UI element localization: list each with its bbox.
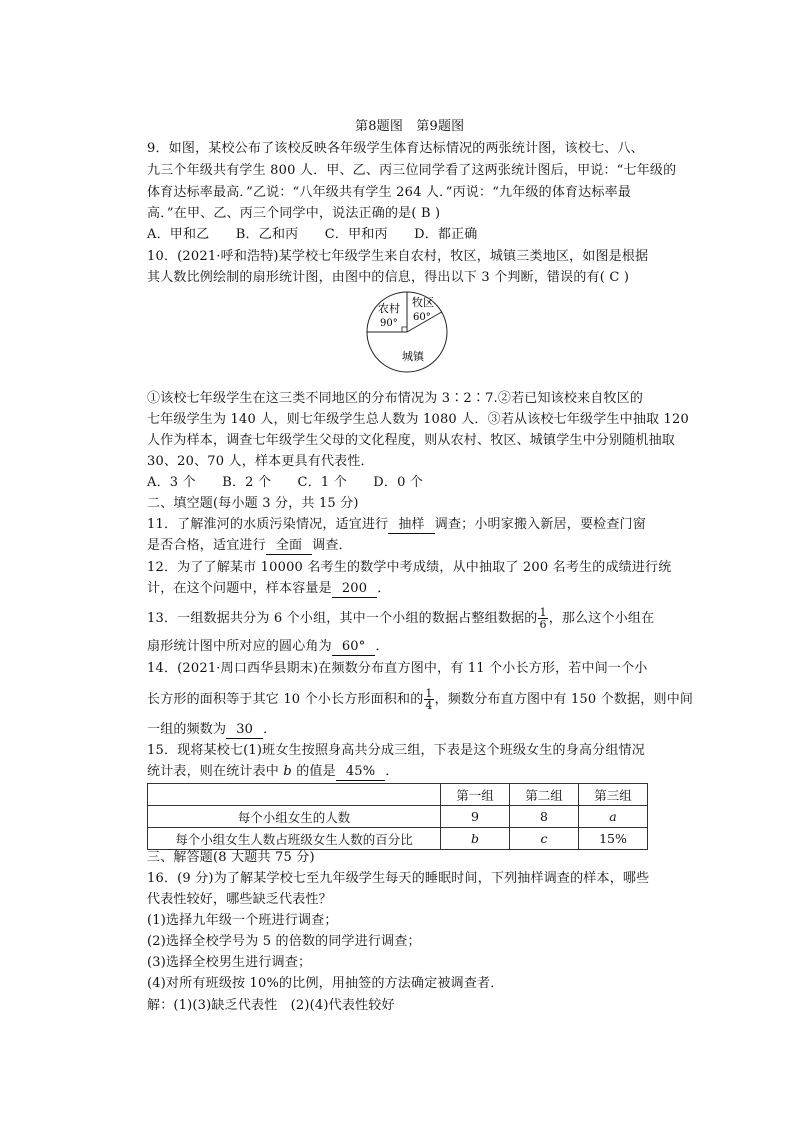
q11-text-c: 是否合格，适宜进行: [147, 538, 266, 553]
table-header-cell: [148, 784, 441, 806]
table-cell: a: [579, 806, 648, 828]
table-row: [148, 828, 648, 850]
q15-line2: [147, 762, 399, 782]
q13-text-d: ．: [375, 639, 389, 654]
table-cell: 每个小组女生的人数: [148, 806, 441, 828]
q9-line2: 九三个年级共有学生 800 人．甲、乙、丙三位同学看了这两张统计图后，甲说：“七年级的: [147, 163, 677, 178]
q14-frac-den: 4: [425, 699, 433, 712]
q11-text-a: 11．了解淮河的水质污染情况，适宜进行: [147, 517, 389, 532]
q10-statement4: 30、20、70 人，样本更具有代表性．: [147, 454, 374, 469]
q12-line1: 12．为了了解某市 10000 名考生的数学中考成绩，从中抽取了 200 名考生的成绩进行统: [147, 560, 672, 575]
table-row: [148, 806, 648, 828]
q11-line2: [147, 536, 352, 556]
q14-line3: [147, 720, 276, 740]
q14-text-b: ，频数分布直方图中有 150 个数据，则中间: [434, 692, 694, 707]
q16-option2: (2)选择全校学号为 5 的倍数的同学进行调查；: [147, 934, 421, 949]
q12-answer: 200: [332, 581, 377, 598]
q15-variable-b: b: [283, 764, 292, 779]
q15-answer: 45%: [336, 764, 386, 781]
q12-text-a: 计，在这个问题中，样本容量是: [147, 581, 332, 596]
q10-statement1: ①该校七年级学生在这三类不同地区的分布情况为 3∶2∶7.②若已知该校来自牧区的: [147, 391, 644, 406]
table-cell: b: [441, 828, 510, 850]
q15-line1: 15．现将某校七(1)班女生按照身高共分成三组，下表是这个班级女生的身高分组情况: [147, 743, 645, 758]
q16-option4: (4)对所有班级按 10%的比例，用抽签的方法确定被调查者．: [147, 976, 504, 991]
q13-text-c: 扇形统计图中所对应的圆心角为: [147, 639, 332, 654]
q14-text-c: 一组的频数为: [147, 722, 227, 737]
pie-angle-pastoral: 60°: [413, 312, 431, 323]
q9-line1: 9．如图，某校公布了该校反映各年级学生体育达标情况的两张统计图，该校七、八、: [147, 141, 644, 156]
figure-caption: 第8题图 第9题图: [355, 119, 465, 134]
q13-line1: [147, 604, 654, 634]
q13-frac-den: 6: [539, 618, 547, 631]
pie-label-town: 城镇: [402, 350, 424, 363]
table-header-cell: 第三组: [579, 784, 648, 806]
q13-fraction: [538, 607, 547, 630]
q11-answer2: 全面: [266, 538, 312, 555]
q15-text-a: 统计表，则在统计表中: [147, 764, 284, 779]
q11-text-d: 调查．: [312, 538, 352, 553]
q13-answer: 60°: [332, 639, 376, 656]
q13-frac-num: 1: [539, 606, 547, 619]
q14-fraction: [424, 688, 433, 711]
table-cell: c: [510, 828, 579, 850]
q15-text-c: ．: [385, 764, 399, 779]
q10-options: A．3 个 B．2 个 C．1 个 D．0 个: [147, 475, 424, 490]
q14-text-a: 长方形的面积等于其它 10 个小长方形面积和的: [147, 692, 424, 707]
table-cell: 8: [510, 806, 579, 828]
q11-answer1: 抽样: [388, 517, 434, 534]
q12-line2: [147, 579, 390, 599]
section-answer: 三、解答题(8 大题共 75 分): [147, 850, 315, 865]
q11-line1: [147, 515, 646, 535]
q10-statement2: 七年级学生为 140 人，则七年级学生总人数为 1080 人．③若从该校七年级学生中抽取 120: [147, 412, 689, 427]
q12-text-b: ．: [377, 581, 391, 596]
q10-pie-chart: [360, 288, 460, 378]
table-header-cell: 第二组: [510, 784, 579, 806]
q10-line2: 其人数比例绘制的扇形统计图，由图中的信息，得出以下 3 个判断，错误的有( C ): [147, 270, 630, 285]
q16-option1: (1)选择九年级一个班进行调查；: [147, 913, 338, 928]
q16-option3: (3)选择全校男生进行调查；: [147, 955, 312, 970]
table-header-row: [148, 784, 648, 806]
q9-options: A．甲和乙 B．乙和丙 C．甲和丙 D．都正确: [147, 227, 478, 242]
q14-text-d: ．: [263, 722, 277, 737]
q14-frac-num: 1: [425, 687, 433, 700]
q16-line1: 16．(9 分)为了解某学校七至九年级学生每天的睡眠时间，下列抽样调查的样本，哪些: [147, 871, 650, 886]
q16-line2: 代表性较好，哪些缺乏代表性？: [147, 892, 332, 907]
q9-line4: 高．”在甲、乙、丙三个同学中，说法正确的是( B ): [147, 206, 441, 221]
q11-text-b: 调查；小明家搬入新居，要检查门窗: [434, 517, 646, 532]
q14-line2: [147, 685, 693, 715]
q14-line1: 14．(2021·周口西华县期末)在频数分布直方图中，有 11 个小长方形，若中间一个小: [147, 661, 648, 676]
q13-text-a: 13．一组数据共分为 6 个小组，其中一个小组的数据占整组数据的: [147, 611, 538, 626]
section-fill-in: 二、填空题(每小题 3 分，共 15 分): [147, 496, 359, 511]
q9-line3: 体育达标率最高．”乙说：“八年级共有学生 264 人．”丙说：“九年级的体育达标率最: [147, 185, 632, 200]
table-cell: 9: [441, 806, 510, 828]
q15-text-b: 的值是: [291, 764, 336, 779]
q10-line1: 10．(2021·呼和浩特)某学校七年级学生来自农村，牧区，城镇三类地区，如图是根据: [147, 249, 649, 264]
pie-label-rural: 农村: [378, 302, 400, 315]
pie-angle-rural: 90°: [380, 318, 398, 329]
right-angle-mark: [402, 327, 407, 332]
q14-answer: 30: [226, 722, 263, 739]
table-header-cell: 第一组: [441, 784, 510, 806]
table-cell: 每个小组女生人数占班级女生人数的百分比: [148, 828, 441, 850]
q13-line2: [147, 637, 389, 657]
table-cell: 15%: [579, 828, 648, 850]
q15-table: [147, 783, 648, 850]
q16-answer: 解：(1)(3)缺乏代表性 (2)(4)代表性较好: [147, 998, 395, 1013]
q10-statement3: 人作为样本，调查七年级学生父母的文化程度，则从农村、牧区、城镇学生中分别随机抽取: [147, 433, 676, 448]
q13-text-b: ，那么这个小组在: [548, 611, 655, 626]
pie-label-pastoral: 牧区: [412, 296, 434, 309]
